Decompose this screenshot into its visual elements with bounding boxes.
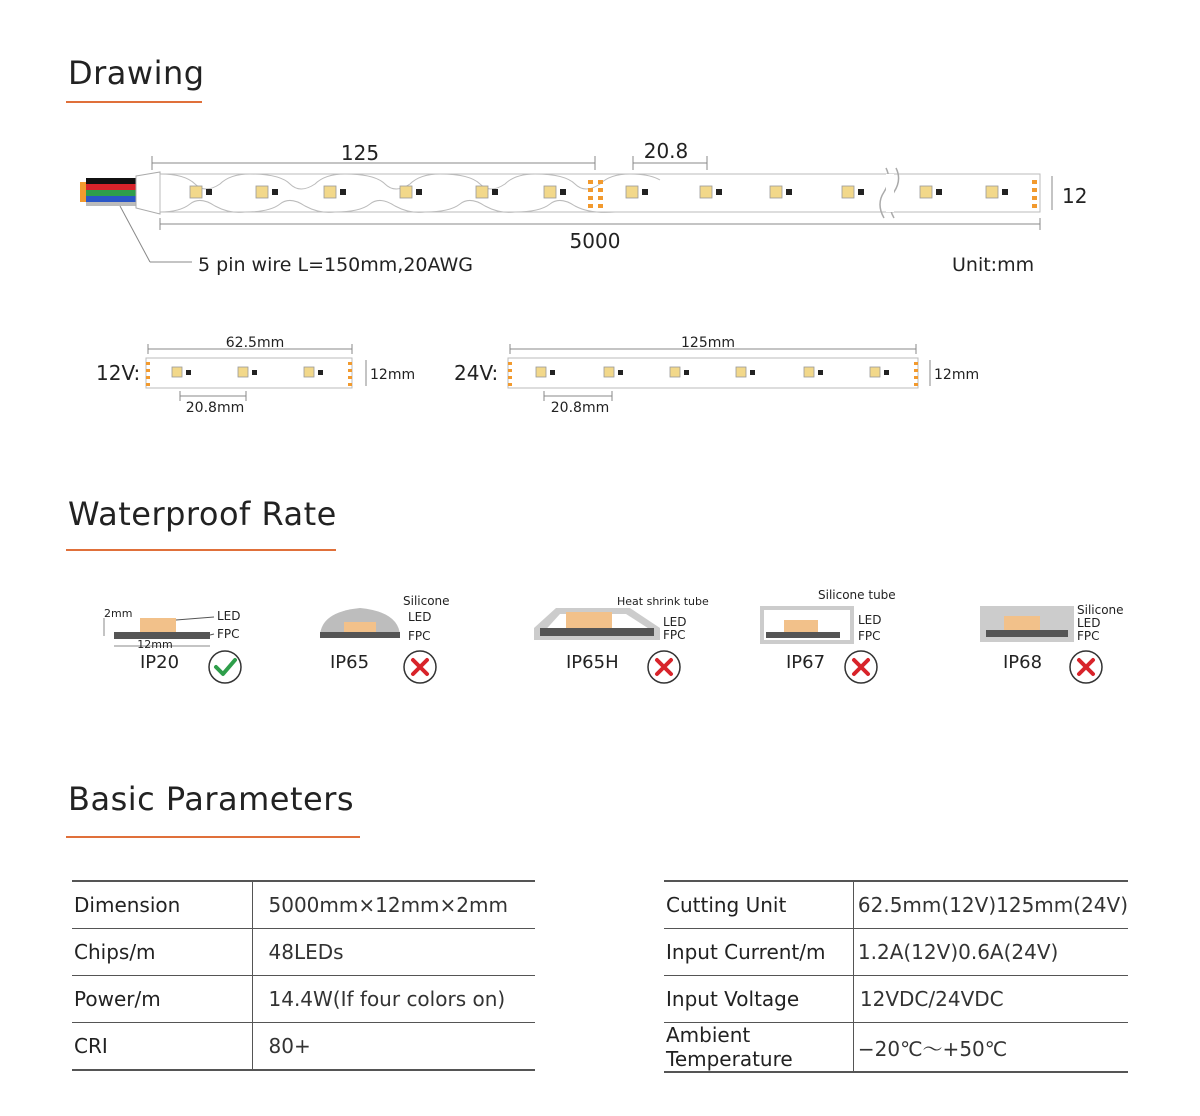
dim-20-8: 20.8 bbox=[643, 139, 689, 163]
ip65-fpc: FPC bbox=[408, 629, 431, 643]
params-table-right bbox=[664, 880, 1128, 1073]
waterproof-diagrams bbox=[0, 585, 1200, 695]
section-title-drawing: Drawing bbox=[68, 54, 205, 92]
table-row bbox=[664, 1023, 1128, 1073]
ip65h-name: IP65H bbox=[566, 652, 619, 673]
param-label: Ambient Temperature bbox=[664, 1023, 853, 1073]
ip20-led: LED bbox=[217, 609, 241, 623]
param-label: Input Current/m bbox=[664, 929, 853, 976]
dim-12v-height: 12mm bbox=[370, 367, 416, 383]
ip65-silicone: Silicone bbox=[403, 594, 450, 608]
ip67-led: LED bbox=[858, 613, 882, 627]
strip-drawing bbox=[0, 130, 1200, 290]
ip67-name: IP67 bbox=[786, 652, 826, 673]
params-table-left bbox=[72, 880, 535, 1071]
ip68-fpc: FPC bbox=[1077, 629, 1100, 643]
unit-label: Unit:mm bbox=[952, 254, 1035, 276]
ip68-led: LED bbox=[1077, 616, 1101, 630]
ip65-name: IP65 bbox=[330, 652, 370, 673]
param-value: 5000mm×12mm×2mm bbox=[252, 881, 535, 929]
dim-12v-pitch: 20.8mm bbox=[185, 400, 245, 416]
ip20-fpc: FPC bbox=[217, 627, 240, 641]
param-value: 1.2A(12V)0.6A(24V) bbox=[853, 929, 1128, 976]
dim-12: 12 bbox=[1062, 184, 1088, 208]
param-label: Power/m bbox=[72, 976, 252, 1023]
cross-icon bbox=[1070, 651, 1102, 683]
ip67-fpc: FPC bbox=[858, 629, 881, 643]
cross-icon bbox=[845, 651, 877, 683]
ip68-name: IP68 bbox=[1003, 652, 1043, 673]
param-value: 14.4W(If four colors on) bbox=[252, 976, 535, 1023]
section-rule-params bbox=[66, 836, 360, 838]
table-row bbox=[72, 1023, 535, 1071]
param-value: 48LEDs bbox=[252, 929, 535, 976]
param-value: −20℃～+50℃ bbox=[853, 1023, 1128, 1073]
param-label: Cutting Unit bbox=[664, 881, 853, 929]
param-value: 12VDC/24VDC bbox=[853, 976, 1128, 1023]
ip67-tube: Silicone tube bbox=[818, 588, 896, 602]
ip68-silicone: Silicone bbox=[1077, 603, 1124, 617]
label-12v: 12V: bbox=[96, 361, 141, 385]
dim-5000: 5000 bbox=[569, 229, 621, 253]
cross-icon bbox=[404, 651, 436, 683]
param-label: Dimension bbox=[72, 881, 252, 929]
dim-12v-top: 62.5mm bbox=[225, 335, 285, 351]
check-icon bbox=[209, 651, 241, 683]
table-row bbox=[664, 881, 1128, 929]
ip65-led: LED bbox=[408, 610, 432, 624]
ip20-height: 2mm bbox=[104, 607, 133, 620]
ip20-name: IP20 bbox=[140, 652, 180, 673]
ip20-width: 12mm bbox=[137, 638, 173, 651]
dim-24v-top: 125mm bbox=[681, 335, 735, 351]
ip65h-fpc: FPC bbox=[663, 628, 686, 642]
dim-125: 125 bbox=[340, 141, 380, 165]
dim-24v-pitch: 20.8mm bbox=[550, 400, 610, 416]
section-rule-waterproof bbox=[66, 549, 336, 551]
table-row bbox=[72, 929, 535, 976]
table-row bbox=[72, 881, 535, 929]
section-title-waterproof: Waterproof Rate bbox=[68, 495, 337, 533]
ip65h-led: LED bbox=[663, 615, 687, 629]
table-row bbox=[664, 929, 1128, 976]
cross-icon bbox=[648, 651, 680, 683]
dim-24v-height: 12mm bbox=[934, 367, 980, 383]
strip-12v-24v bbox=[0, 330, 1200, 420]
table-row bbox=[664, 976, 1128, 1023]
param-label: CRI bbox=[72, 1023, 252, 1071]
param-value: 62.5mm(12V)125mm(24V) bbox=[853, 881, 1128, 929]
param-label: Chips/m bbox=[72, 929, 252, 976]
ip65h-tube: Heat shrink tube bbox=[617, 595, 709, 608]
param-value: 80+ bbox=[252, 1023, 535, 1071]
label-24v: 24V: bbox=[454, 361, 499, 385]
section-title-params: Basic Parameters bbox=[68, 780, 355, 818]
wire-note: 5 pin wire L=150mm,20AWG bbox=[198, 254, 473, 276]
param-label: Input Voltage bbox=[664, 976, 853, 1023]
section-rule-drawing bbox=[66, 101, 202, 103]
table-row bbox=[72, 976, 535, 1023]
